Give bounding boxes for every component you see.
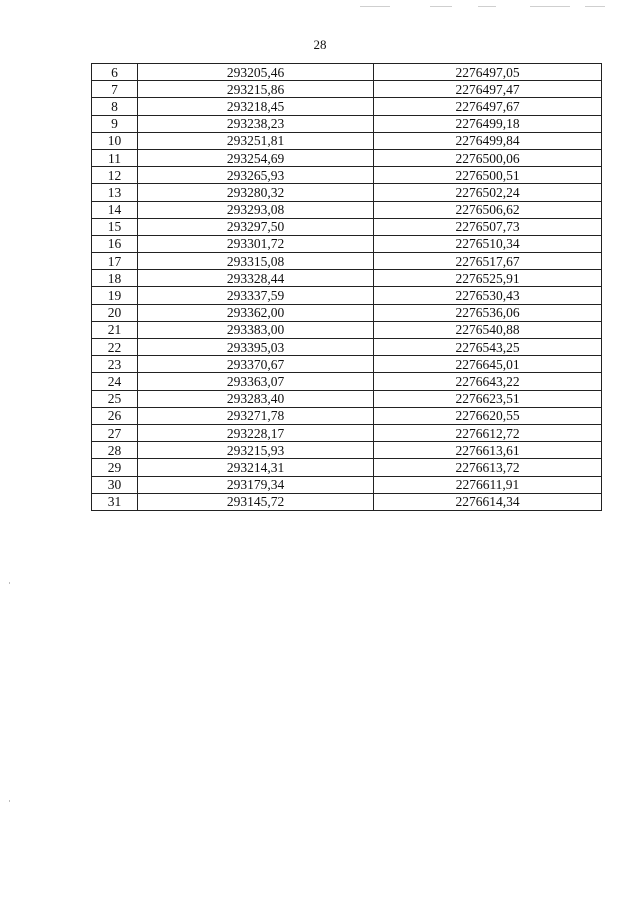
x-coordinate-cell: 293337,59: [138, 287, 374, 304]
table-row: [92, 270, 602, 287]
table-row: [92, 304, 602, 321]
coordinates-table-body: [92, 64, 602, 511]
point-number-cell: 11: [92, 149, 138, 166]
y-coordinate-cell: 2276525,91: [374, 270, 602, 287]
table-row: [92, 149, 602, 166]
point-number-cell: 20: [92, 304, 138, 321]
y-coordinate-cell: 2276497,67: [374, 98, 602, 115]
x-coordinate-cell: 293215,93: [138, 442, 374, 459]
table-row: [92, 407, 602, 424]
point-number-cell: 13: [92, 184, 138, 201]
x-coordinate-cell: 293283,40: [138, 390, 374, 407]
point-number-cell: 21: [92, 321, 138, 338]
point-number-cell: 28: [92, 442, 138, 459]
x-coordinate-cell: 293228,17: [138, 424, 374, 441]
x-coordinate-cell: 293214,31: [138, 459, 374, 476]
x-coordinate-cell: 293215,86: [138, 81, 374, 98]
table-row: [92, 98, 602, 115]
table-row: [92, 81, 602, 98]
x-coordinate-cell: 293301,72: [138, 235, 374, 252]
y-coordinate-cell: 2276506,62: [374, 201, 602, 218]
x-coordinate-cell: 293383,00: [138, 321, 374, 338]
scan-artifact: [9, 582, 10, 584]
table-row: [92, 493, 602, 510]
point-number-cell: 25: [92, 390, 138, 407]
point-number-cell: 17: [92, 253, 138, 270]
scan-artifact: [9, 800, 10, 802]
x-coordinate-cell: 293265,93: [138, 167, 374, 184]
coordinates-table: [91, 63, 602, 511]
scan-artifact: [585, 6, 605, 7]
x-coordinate-cell: 293363,07: [138, 373, 374, 390]
table-row: [92, 132, 602, 149]
table-row: [92, 442, 602, 459]
y-coordinate-cell: 2276612,72: [374, 424, 602, 441]
y-coordinate-cell: 2276499,84: [374, 132, 602, 149]
y-coordinate-cell: 2276517,67: [374, 253, 602, 270]
y-coordinate-cell: 2276613,61: [374, 442, 602, 459]
point-number-cell: 15: [92, 218, 138, 235]
table-row: [92, 321, 602, 338]
x-coordinate-cell: 293395,03: [138, 339, 374, 356]
y-coordinate-cell: 2276540,88: [374, 321, 602, 338]
table-row: [92, 218, 602, 235]
y-coordinate-cell: 2276507,73: [374, 218, 602, 235]
table-row: [92, 476, 602, 493]
table-row: [92, 287, 602, 304]
y-coordinate-cell: 2276499,18: [374, 115, 602, 132]
x-coordinate-cell: 293251,81: [138, 132, 374, 149]
x-coordinate-cell: 293271,78: [138, 407, 374, 424]
table-row: [92, 356, 602, 373]
point-number-cell: 26: [92, 407, 138, 424]
scan-artifact: [360, 6, 390, 7]
table-row: [92, 459, 602, 476]
table-row: [92, 235, 602, 252]
scan-artifact: [430, 6, 452, 7]
x-coordinate-cell: 293145,72: [138, 493, 374, 510]
x-coordinate-cell: 293328,44: [138, 270, 374, 287]
y-coordinate-cell: 2276502,24: [374, 184, 602, 201]
point-number-cell: 7: [92, 81, 138, 98]
point-number-cell: 8: [92, 98, 138, 115]
x-coordinate-cell: 293179,34: [138, 476, 374, 493]
y-coordinate-cell: 2276613,72: [374, 459, 602, 476]
point-number-cell: 24: [92, 373, 138, 390]
x-coordinate-cell: 293238,23: [138, 115, 374, 132]
point-number-cell: 14: [92, 201, 138, 218]
point-number-cell: 12: [92, 167, 138, 184]
table-row: [92, 201, 602, 218]
y-coordinate-cell: 2276500,51: [374, 167, 602, 184]
table-row: [92, 390, 602, 407]
point-number-cell: 31: [92, 493, 138, 510]
y-coordinate-cell: 2276611,91: [374, 476, 602, 493]
x-coordinate-cell: 293218,45: [138, 98, 374, 115]
table-row: [92, 184, 602, 201]
table-row: [92, 167, 602, 184]
table-row: [92, 373, 602, 390]
y-coordinate-cell: 2276620,55: [374, 407, 602, 424]
point-number-cell: 6: [92, 64, 138, 81]
y-coordinate-cell: 2276536,06: [374, 304, 602, 321]
table-row: [92, 253, 602, 270]
x-coordinate-cell: 293297,50: [138, 218, 374, 235]
point-number-cell: 29: [92, 459, 138, 476]
x-coordinate-cell: 293254,69: [138, 149, 374, 166]
point-number-cell: 9: [92, 115, 138, 132]
page-number: 28: [313, 37, 327, 52]
table-row: [92, 339, 602, 356]
y-coordinate-cell: 2276543,25: [374, 339, 602, 356]
point-number-cell: 22: [92, 339, 138, 356]
y-coordinate-cell: 2276500,06: [374, 149, 602, 166]
table-row: [92, 64, 602, 81]
y-coordinate-cell: 2276510,34: [374, 235, 602, 252]
x-coordinate-cell: 293370,67: [138, 356, 374, 373]
point-number-cell: 27: [92, 424, 138, 441]
y-coordinate-cell: 2276614,34: [374, 493, 602, 510]
scan-artifact: [478, 6, 496, 7]
y-coordinate-cell: 2276645,01: [374, 356, 602, 373]
x-coordinate-cell: 293362,00: [138, 304, 374, 321]
point-number-cell: 19: [92, 287, 138, 304]
y-coordinate-cell: 2276497,05: [374, 64, 602, 81]
y-coordinate-cell: 2276497,47: [374, 81, 602, 98]
y-coordinate-cell: 2276623,51: [374, 390, 602, 407]
x-coordinate-cell: 293293,08: [138, 201, 374, 218]
point-number-cell: 30: [92, 476, 138, 493]
table-row: [92, 424, 602, 441]
x-coordinate-cell: 293205,46: [138, 64, 374, 81]
scan-artifact: [530, 6, 570, 7]
point-number-cell: 18: [92, 270, 138, 287]
x-coordinate-cell: 293280,32: [138, 184, 374, 201]
y-coordinate-cell: 2276643,22: [374, 373, 602, 390]
table-row: [92, 115, 602, 132]
point-number-cell: 23: [92, 356, 138, 373]
point-number-cell: 10: [92, 132, 138, 149]
y-coordinate-cell: 2276530,43: [374, 287, 602, 304]
point-number-cell: 16: [92, 235, 138, 252]
x-coordinate-cell: 293315,08: [138, 253, 374, 270]
